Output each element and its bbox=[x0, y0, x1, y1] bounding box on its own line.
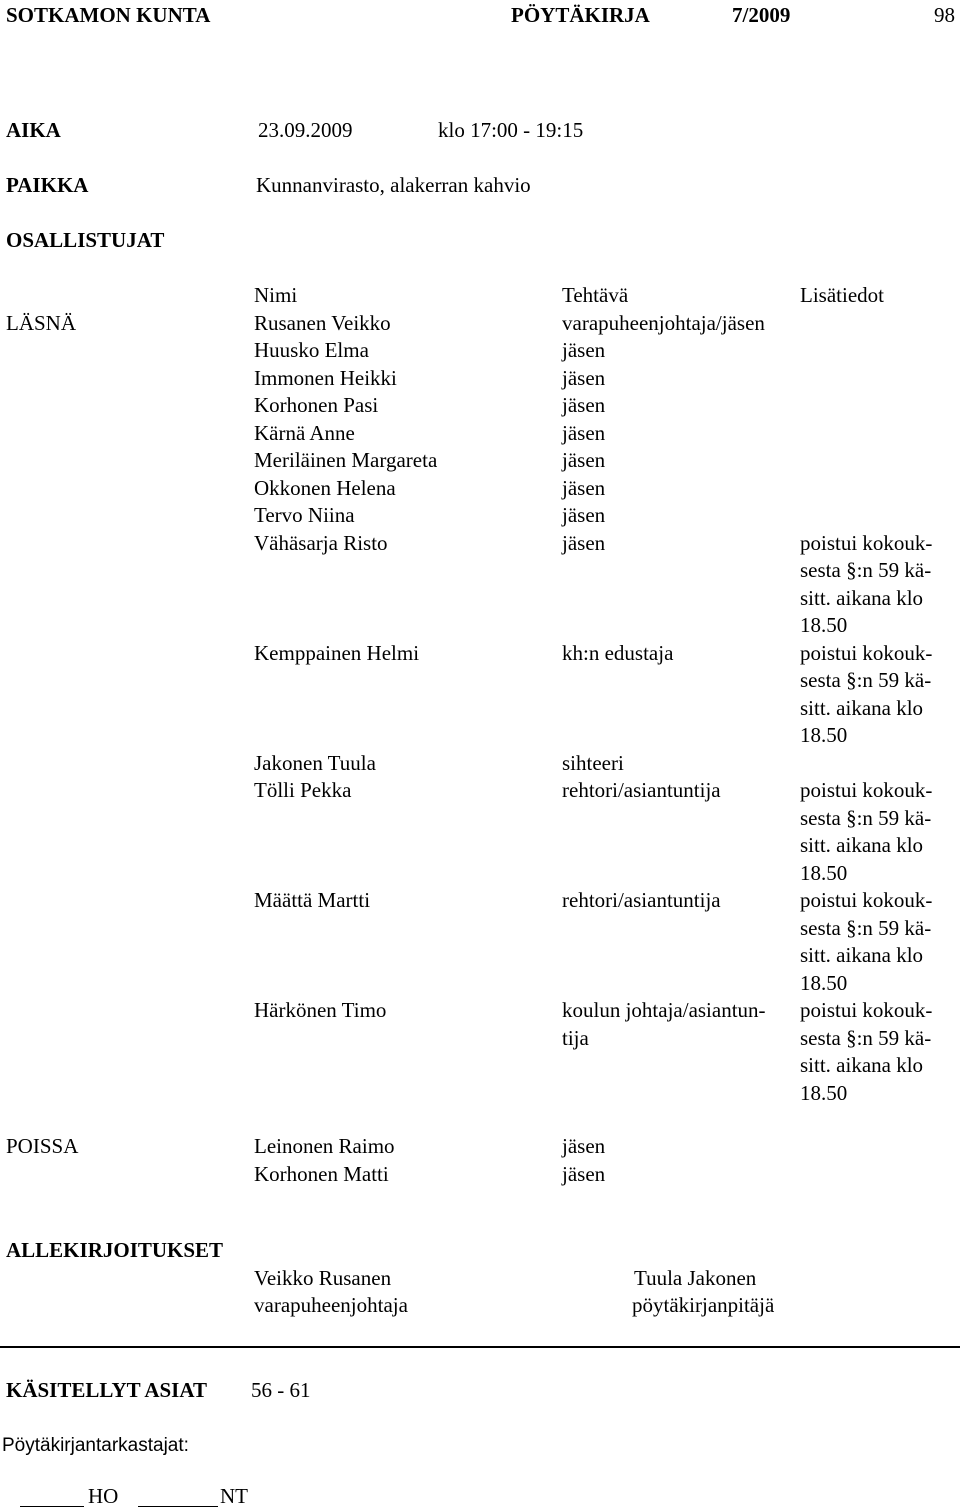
table-row bbox=[0, 502, 960, 530]
participant-info: poistui kokouk- bbox=[800, 778, 933, 802]
participant-info: 18.50 bbox=[800, 1080, 848, 1105]
participant-name: Okkonen Helena bbox=[254, 475, 396, 500]
table-header bbox=[0, 282, 960, 310]
signatures-label: ALLEKIRJOITUKSET bbox=[6, 1238, 224, 1262]
participant-role: rehtori/asiantuntija bbox=[562, 778, 721, 802]
participant-name: Tervo Niina bbox=[254, 503, 355, 527]
participant-role: kh:n edustaja bbox=[562, 640, 674, 665]
participant-role: jäsen bbox=[562, 420, 606, 445]
reviewer-2-signature-line bbox=[138, 1506, 218, 1507]
participant-name: Määttä Martti bbox=[254, 888, 371, 912]
place-label: PAIKKA bbox=[6, 173, 89, 197]
participant-name: Meriläinen Margareta bbox=[254, 448, 438, 472]
participant-role: varapuheenjohtaja/jäsen bbox=[562, 310, 765, 335]
participant-info: poistui kokouk- bbox=[800, 640, 933, 665]
participant-role: jäsen bbox=[562, 393, 606, 417]
participant-info: poistui kokouk- bbox=[800, 888, 933, 912]
meeting-place: Kunnanvirasto, alakerran kahvio bbox=[256, 173, 531, 197]
column-header-role: Tehtävä bbox=[562, 283, 629, 307]
participant-info: 18.50 bbox=[800, 970, 848, 995]
signer-left-title: varapuheenjohtaja bbox=[254, 1293, 408, 1317]
signer-left-name: Veikko Rusanen bbox=[254, 1266, 392, 1290]
reviewer-1-initials: HO bbox=[88, 1484, 119, 1508]
meeting-time: klo 17:00 - 19:15 bbox=[438, 118, 584, 142]
participant-info: 18.50 bbox=[800, 613, 848, 637]
table-row bbox=[0, 392, 960, 420]
items-range: 56 - 61 bbox=[251, 1378, 311, 1402]
items-label: KÄSITELLYT ASIAT bbox=[6, 1378, 207, 1402]
table-row bbox=[0, 420, 960, 448]
participant-name: Härkönen Timo bbox=[254, 998, 387, 1022]
participant-name: Rusanen Veikko bbox=[254, 310, 391, 335]
table-row bbox=[0, 447, 960, 475]
participant-info: 18.50 bbox=[800, 860, 848, 885]
participant-name: Vähäsarja Risto bbox=[254, 530, 388, 555]
participant-role: tija bbox=[562, 1025, 589, 1050]
column-header-info: Lisätiedot bbox=[800, 283, 884, 307]
column-header-name: Nimi bbox=[254, 283, 298, 307]
participant-role: rehtori/asiantuntija bbox=[562, 888, 721, 912]
participants-label: OSALLISTUJAT bbox=[6, 228, 165, 252]
present-label: LÄSNÄ bbox=[6, 310, 77, 335]
table-row bbox=[0, 777, 960, 887]
signer-right-name: Tuula Jakonen bbox=[634, 1266, 757, 1290]
participant-name: Tölli Pekka bbox=[254, 778, 352, 802]
table-row bbox=[0, 1161, 960, 1189]
participant-role: jäsen bbox=[562, 365, 606, 390]
participant-role: jäsen bbox=[562, 530, 606, 555]
participant-info: sesta §:n 59 kä- bbox=[800, 805, 932, 830]
absent-participant-role: jäsen bbox=[562, 1134, 606, 1158]
participant-info: sesta §:n 59 kä- bbox=[800, 1025, 932, 1050]
participant-name: Immonen Heikki bbox=[254, 365, 397, 390]
reviewer-2-initials: NT bbox=[220, 1484, 248, 1508]
time-label: AIKA bbox=[6, 118, 61, 142]
participant-info: 18.50 bbox=[800, 723, 848, 747]
table-row bbox=[0, 887, 960, 997]
absent-participant-role: jäsen bbox=[562, 1161, 606, 1186]
participant-name: Korhonen Pasi bbox=[254, 393, 379, 417]
absent-participant-name: Korhonen Matti bbox=[254, 1161, 389, 1186]
participant-role: jäsen bbox=[562, 448, 606, 472]
table-row bbox=[0, 997, 960, 1107]
participant-role: jäsen bbox=[562, 503, 606, 527]
table-row bbox=[0, 640, 960, 750]
reviewers-label: Pöytäkirjantarkastajat: bbox=[2, 1435, 189, 1456]
table-row bbox=[0, 1133, 960, 1161]
participant-info: sesta §:n 59 kä- bbox=[800, 668, 932, 692]
meeting-date: 23.09.2009 bbox=[258, 118, 353, 142]
participant-info: sitt. aikana klo bbox=[800, 585, 924, 610]
participant-name: Huusko Elma bbox=[254, 338, 369, 362]
participant-role: koulun johtaja/asiantun- bbox=[562, 998, 766, 1022]
reviewer-1-signature-line bbox=[20, 1506, 84, 1507]
municipality-name: SOTKAMON KUNTA bbox=[6, 3, 211, 27]
participant-info: sitt. aikana klo bbox=[800, 695, 924, 720]
participant-info: sitt. aikana klo bbox=[800, 943, 924, 967]
participant-role: sihteeri bbox=[562, 750, 624, 775]
participant-info: sitt. aikana klo bbox=[800, 1053, 924, 1077]
table-row bbox=[0, 337, 960, 365]
document-number: 7/2009 bbox=[732, 3, 791, 27]
table-row bbox=[0, 310, 960, 338]
signer-right-title: pöytäkirjanpitäjä bbox=[632, 1293, 775, 1317]
document-type: PÖYTÄKIRJA bbox=[511, 3, 650, 27]
section-divider bbox=[0, 1346, 960, 1348]
absent-participant-name: Leinonen Raimo bbox=[254, 1134, 395, 1158]
participant-info: sesta §:n 59 kä- bbox=[800, 915, 932, 940]
participant-info: sesta §:n 59 kä- bbox=[800, 558, 932, 582]
participant-name: Jakonen Tuula bbox=[254, 750, 376, 775]
absent-label: POISSA bbox=[6, 1134, 79, 1158]
table-row bbox=[0, 750, 960, 778]
table-row bbox=[0, 365, 960, 393]
participant-name: Kemppainen Helmi bbox=[254, 640, 420, 665]
participant-info: sitt. aikana klo bbox=[800, 833, 924, 857]
table-row bbox=[0, 530, 960, 640]
table-row bbox=[0, 475, 960, 503]
participant-name: Kärnä Anne bbox=[254, 420, 355, 445]
participant-role: jäsen bbox=[562, 338, 606, 362]
page-number: 98 bbox=[934, 3, 955, 27]
participant-info: poistui kokouk- bbox=[800, 530, 933, 555]
participant-info: poistui kokouk- bbox=[800, 998, 933, 1022]
participant-role: jäsen bbox=[562, 475, 606, 500]
